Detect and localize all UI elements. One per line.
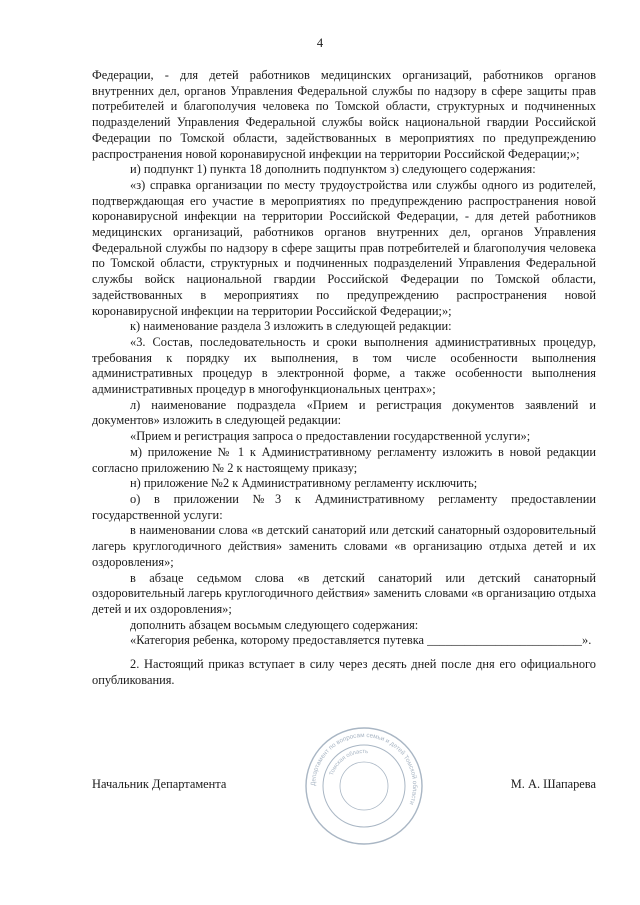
paragraph-seventh-replacement: в абзаце седьмом слова «в детский санаторий или детский санаторный оздоровительный лагерь круглогодичного действия» заменить словами «в организацию отдыха детей и их оздоровления»; xyxy=(92,570,596,616)
paragraph-item-k: к) наименование раздела 3 изложить в следующей редакции: xyxy=(130,319,452,334)
stamp-outer-text: Департамент по вопросам семьи и детей Томской области xyxy=(309,731,419,806)
signature-position: Начальник Департамента xyxy=(92,777,227,791)
paragraph-section-3-title: «3. Состав, последовательность и сроки выполнения административных процедур, требования к порядку их выполнения, в том числе особенности выполнения административных процедур в электронной форме, а также особенности выполнения административных процедур в многофункциональных центрах»; xyxy=(92,334,596,397)
paragraph-title-replacement: в наименовании слова «в детский санаторий или детский санаторный оздоровительный лагерь круглогодичного действия» заменить словами «в организацию отдыха детей и их оздоровления»; xyxy=(92,523,596,569)
svg-text:Томская область xyxy=(329,749,368,777)
stamp-inner-text: Томская область xyxy=(328,748,369,777)
paragraph-subsection-title: «Прием и регистрация запроса о предоставлении государственной услуги»; xyxy=(130,429,531,444)
paragraph-continuation: Федерации, - для детей работников медицинских организаций, работников органов внутренних дел, органов Управления Федеральной службы по надзору в сфере защиты прав потребителей и благополучия человека по Томской области, структурных и подчиненных подразделений Управления Федеральной службы войск национальной гвардии Российской Федерации по Томской области, задействованных в мероприятиях по предупреждению распространения новой коронавирусной инфекции на территории Российской Федерации;»; xyxy=(92,68,596,161)
paragraph-item-o: о) в приложении №3 к Административному регламенту предоставлении государственной услуги: xyxy=(92,491,596,522)
paragraph-clause-2: 2. Настоящий приказ вступает в силу через десять дней после дня его официального опубликования. xyxy=(92,657,596,687)
page-number: 4 xyxy=(316,36,324,50)
document-body xyxy=(92,68,596,688)
signature-name: М. А. Шапарева xyxy=(510,777,596,791)
paragraph-category-line: «Категория ребенка, которому предоставляется путевка _________________________». xyxy=(130,633,592,648)
paragraph-item-m: м) приложение № 1 к Административному регламенту изложить в новой редакции согласно приложению № 2 к настоящему приказу; xyxy=(92,444,596,475)
paragraph-item-n: н) приложение №2 к Административному регламенту исключить; xyxy=(130,476,478,491)
official-seal-stamp xyxy=(303,725,425,847)
paragraph-item-l: л) наименование подраздела «Прием и регистрация документов заявлений и документов» изложить в следующей редакции: xyxy=(92,397,596,428)
paragraph-add-eighth: дополнить абзацем восьмым следующего содержания: xyxy=(130,617,419,632)
paragraph-item-i: и) подпункт 1) пункта 18 дополнить подпунктом з) следующего содержания: xyxy=(130,162,536,177)
paragraph-item-z: «з) справка организации по месту трудоустройства или службы одного из родителей, подтверждающая его участие в мероприятиях по предупреждению распространения новой коронавирусной инфекции на территории Российской Федерации, - для детей работников медицинских организаций, работников органов внутренних дел, органов Управления Федеральной службы по надзору в сфере защиты прав потребителей и благополучия человека по Томской области, структурных и подчиненных подразделений Управления Федеральной службы войск национальной гвардии Российской Федерации по Томской области, задействованных в мероприятиях по предупреждению распространения новой коронавирусной инфекции на территории Российской Федерации;»; xyxy=(92,177,596,318)
